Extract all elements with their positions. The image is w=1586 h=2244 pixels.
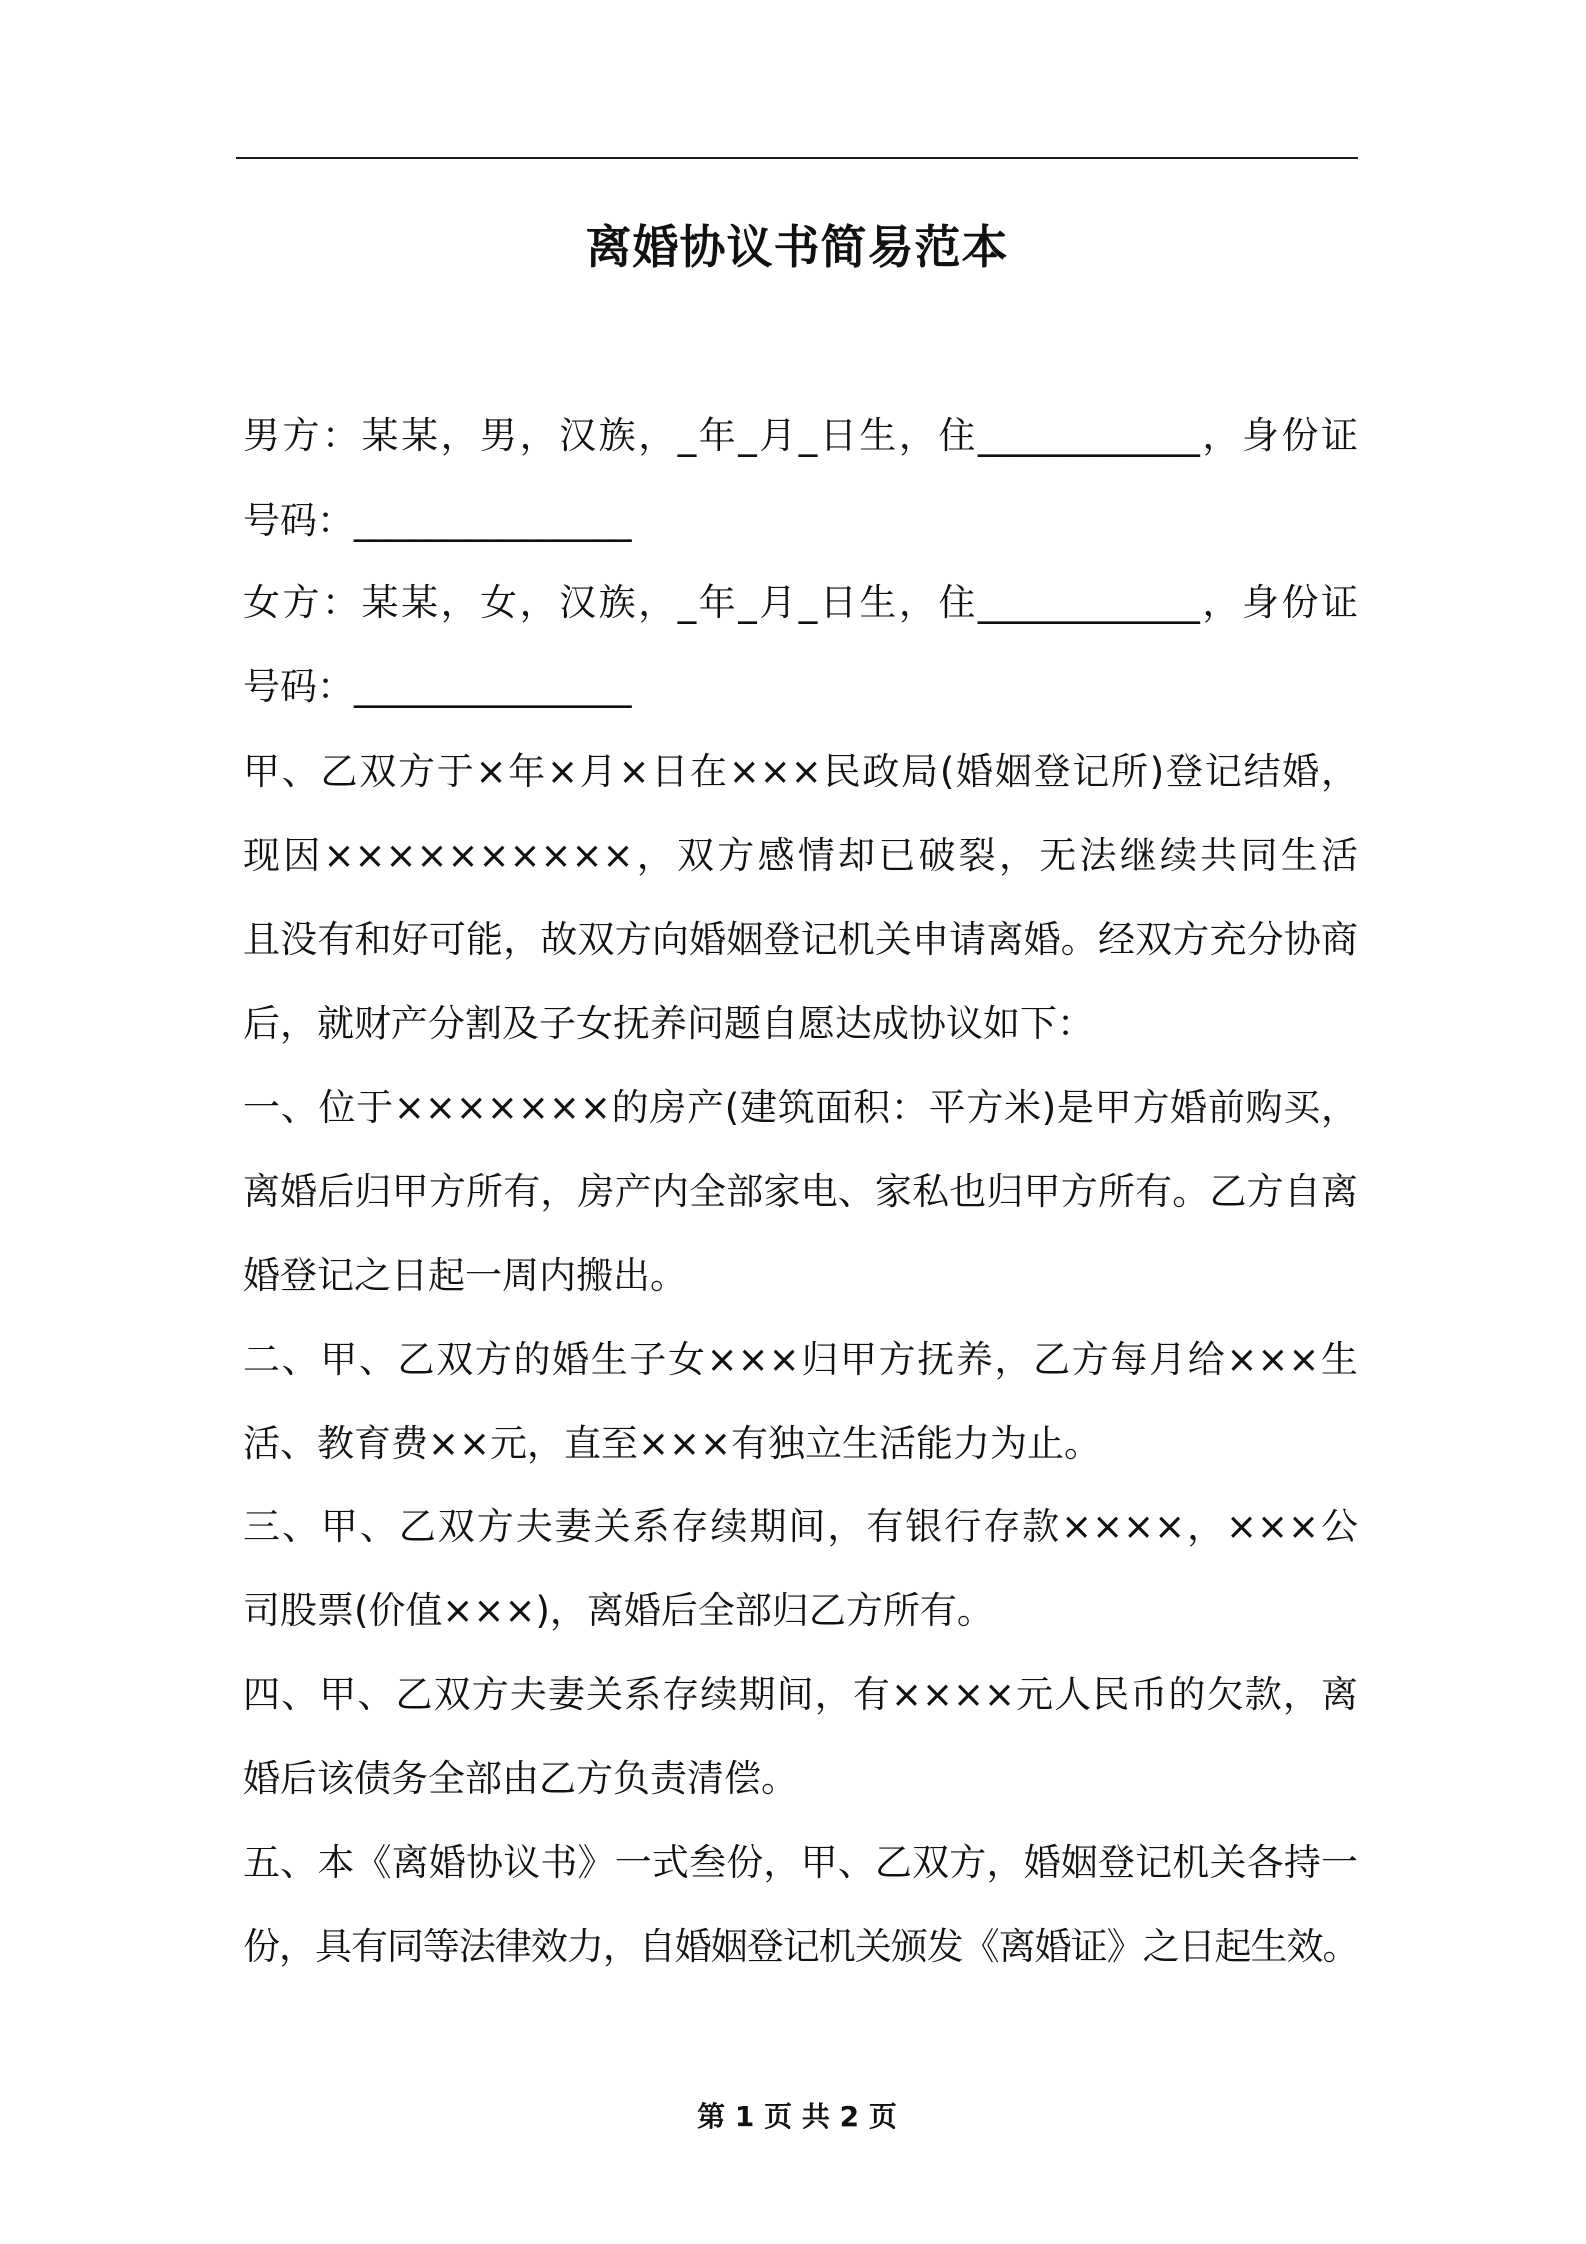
clause-1-line: 婚登记之日起一周内搬出。 [243,1254,687,1297]
clause-4-line: 婚后该债务全部由乙方负责清偿。 [243,1757,798,1800]
paragraph-line: 现因××××××××××，双方感情却已破裂，无法继续共同生活 [243,834,1358,877]
clause-3-line: 司股票(价值×××)，离婚后全部归乙方所有。 [243,1589,994,1632]
paragraph-line: 甲、乙双方于×年×月×日在×××民政局(婚姻登记所)登记结婚， [243,750,1358,793]
page-number: 第 1 页 共 2 页 [697,2100,897,2133]
male-id-line: 号码：_______________ [243,499,632,542]
clause-2-line: 二、甲、乙双方的婚生子女×××归甲方抚养，乙方每月给×××生 [243,1338,1358,1381]
female-id-line: 号码：_______________ [243,665,632,708]
clause-1-line: 离婚后归甲方所有，房产内全部家电、家私也归甲方所有。乙方自离 [243,1170,1358,1213]
clause-4-line: 四、甲、乙双方夫妻关系存续期间，有××××元人民币的欠款，离 [243,1673,1358,1716]
header-rule [236,157,1358,159]
female-party-line: 女方：某某，女，汉族，_年_月_日生，住____________，身份证 [243,581,1358,624]
clause-5-line: 份，具有同等法律效力，自婚姻登记机关颁发《离婚证》之日起生效。 [243,1925,1358,1968]
clause-2-line: 活、教育费××元，直至×××有独立生活能力为止。 [243,1422,1102,1465]
male-party-line: 男方：某某，男，汉族，_年_月_日生，住____________，身份证 [243,414,1358,457]
clause-5-line: 五、本《离婚协议书》一式叁份，甲、乙双方，婚姻登记机关各持一 [243,1841,1358,1884]
clause-3-line: 三、甲、乙双方夫妻关系存续期间，有银行存款××××，×××公 [243,1505,1358,1548]
paragraph-line: 且没有和好可能，故双方向婚姻登记机关申请离婚。经双方充分协商 [243,918,1358,961]
paragraph-line: 后，就财产分割及子女抚养问题自愿达成协议如下： [243,1002,1094,1045]
document-title: 离婚协议书简易范本 [585,220,1009,274]
clause-1-line: 一、位于×××××××的房产(建筑面积：平方米)是甲方婚前购买， [243,1086,1358,1129]
